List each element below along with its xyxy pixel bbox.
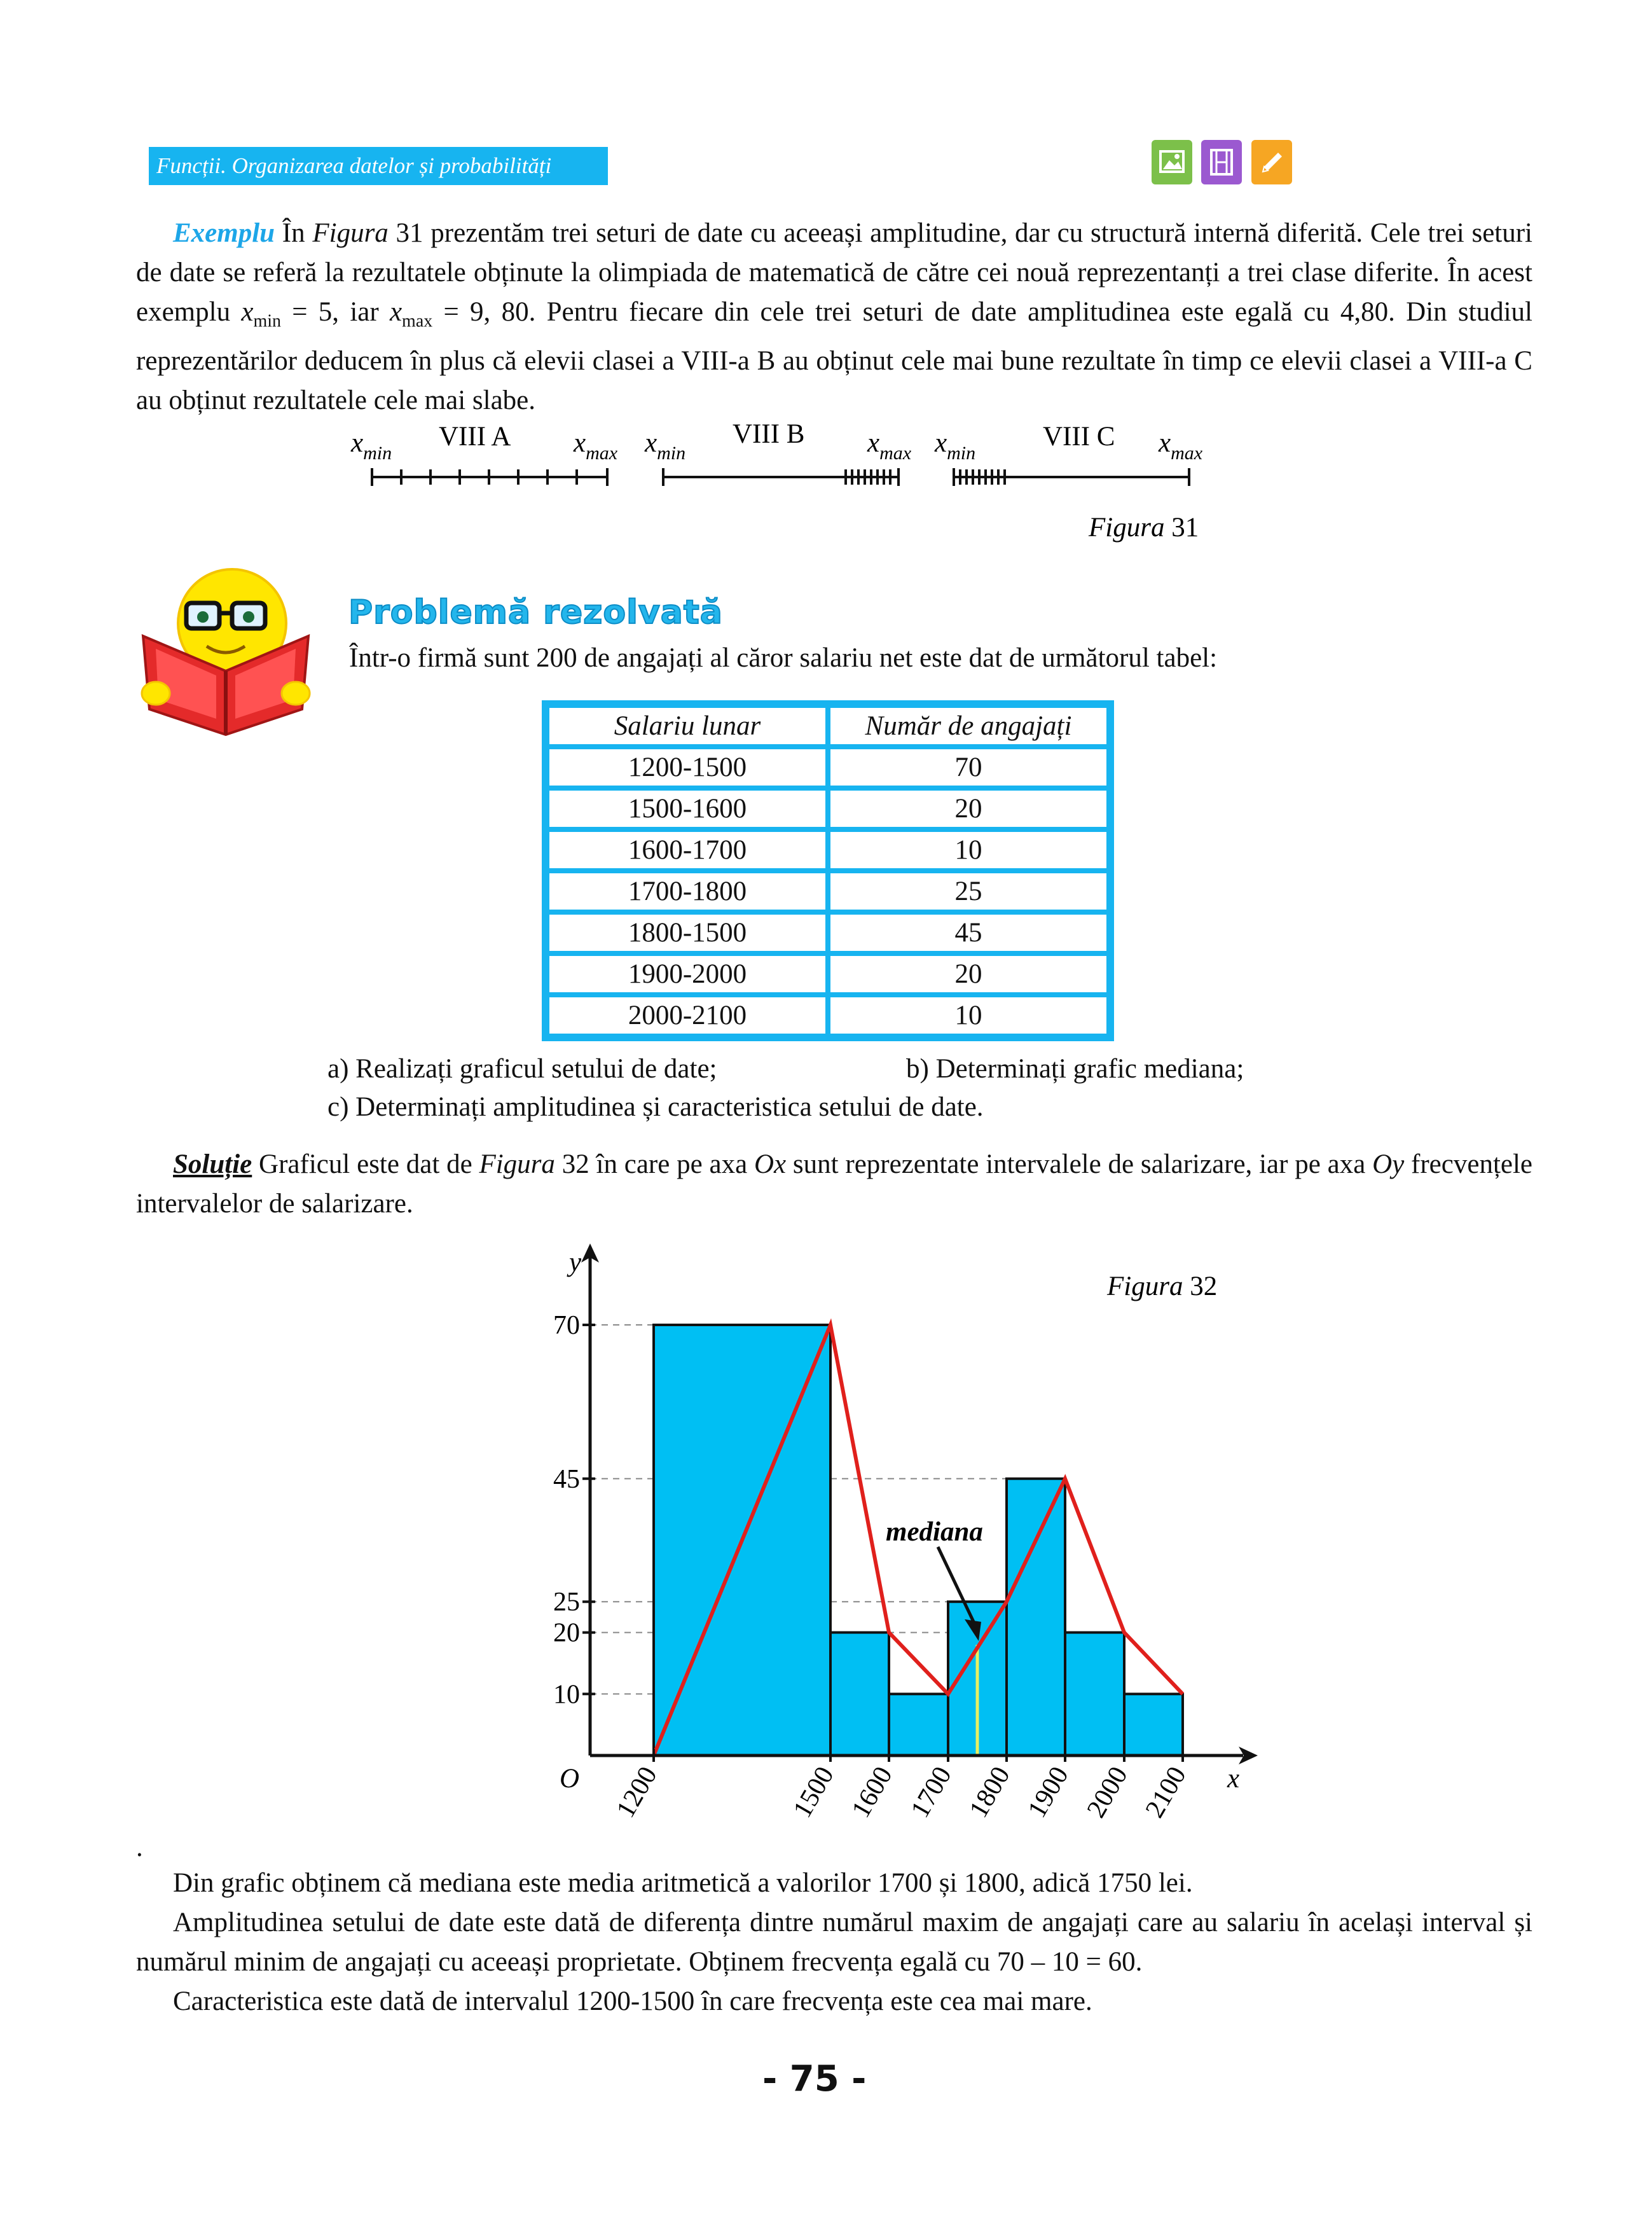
table-cell: 25 [828,871,1109,912]
xmax-label: $x_{max}$ [574,428,618,464]
conclusions [136,1864,1532,2021]
x-symbol: x [241,297,254,327]
axis-ref: Ox [754,1149,787,1179]
x-tick-label: 2000 [1081,1762,1134,1823]
table-cell: 2000-2100 [547,995,828,1036]
table-cell: 1700-1800 [547,871,828,912]
x-symbol: x [389,297,403,327]
text: Graficul este dat de [252,1149,479,1179]
table-cell: 10 [828,829,1109,871]
subscript-min: min [253,311,281,331]
x-tick-label: 1800 [963,1762,1016,1823]
median-label: mediana [886,1517,983,1547]
question-c: c) Determinați amplitudinea și caracteristica setului de date. [327,1092,984,1122]
table-cell: 45 [828,912,1109,953]
y-tick-label: 45 [553,1464,580,1494]
table-cell: 1500-1600 [547,788,828,829]
text: = 9, 80. Pentru fiecare din cele trei seturi de date amplitudinea este egală cu 4,80. Din studiul reprezentărilor deducem în plus că elevii clasei a VIII-a B au obținut cele mai bune rezultate în timp ce elevii clasei a VIII-a C au obținut rezultatele cele mai slabe. [136,297,1532,415]
subscript-max: max [402,311,433,331]
xmin-label: $x_{min}$ [351,428,392,464]
class-label-a: VIII A [439,422,511,452]
histogram-bar [1007,1479,1065,1755]
axis-ref: Oy [1372,1149,1405,1179]
y-tick-label: 20 [553,1618,580,1648]
histogram-bar [889,1694,948,1755]
figure-ref: Figura [479,1149,555,1179]
histogram-bar [830,1633,889,1755]
column-header: Salariu lunar [547,705,828,747]
conclusion-characteristic: Caracteristica este dată de intervalul 1200-1500 în care frecvența este cea mai mare. [173,1986,1092,2016]
text: 32 în care pe axa [554,1149,754,1179]
solution-label: Soluție [173,1149,252,1179]
question-b: b) Determinați grafic mediana; [906,1054,1244,1084]
table-cell: 1600-1700 [547,829,828,871]
origin-label: O [560,1764,580,1794]
table-cell: 10 [828,995,1109,1036]
histogram-bar [1124,1694,1183,1755]
table-cell: 1800-1500 [547,912,828,953]
table-cell: 70 [828,747,1109,788]
figure-ref: Figura [312,218,389,248]
x-tick-label: 2100 [1139,1762,1192,1823]
xmin-label: $x_{min}$ [645,428,686,464]
stray-dot: . [136,1832,143,1862]
column-header: Număr de angajați [828,705,1109,747]
text: 31 prezentăm trei seturi de date cu aceeași amplitudine, dar cu structură internă diferită. Cele trei seturi de date se referă la rezultatele obținute la olimpiada de matematică de către cei nouă reprezentanți a trei clase diferite. În acest exemplu [136,218,1532,327]
text: sunt reprezentate intervalele de salarizare, iar pe axa [786,1149,1373,1179]
text: frecvențele intervalelor de salarizare. [136,1149,1533,1219]
y-tick-label: 10 [553,1680,580,1710]
histogram-bar [1065,1633,1124,1755]
table-cell: 1900-2000 [547,953,828,995]
x-tick-label: 1700 [905,1762,958,1823]
y-axis-label: y [569,1247,582,1277]
x-tick-label: 1200 [610,1762,663,1823]
xmin-label: $x_{min}$ [935,428,976,464]
question-a: a) Realizați graficul setului de date; [327,1054,717,1084]
conclusion-median: Din grafic obținem că mediana este media aritmetică a valorilor 1700 și 1800, adică 1750 lei. [173,1868,1193,1898]
x-tick-label: 1600 [846,1762,898,1823]
table-cell: 20 [828,788,1109,829]
table-cell: 20 [828,953,1109,995]
table-cell: 1200-1500 [547,747,828,788]
page-number: - 75 - [762,2058,867,2100]
problem-intro: Într-o firmă sunt 200 de angajați al căror salariu net este dat de următorul tabel: [349,643,1218,673]
y-tick-label: 25 [553,1588,580,1617]
figure-31-caption: Figura 31 [1089,513,1199,543]
problem-title: Problemă rezolvată [348,593,723,632]
xmax-label: $x_{max}$ [867,428,912,464]
class-label-c: VIII C [1043,422,1115,452]
x-tick-label: 1500 [787,1762,840,1823]
text: = 5, iar [281,297,390,327]
text: În [275,218,313,248]
conclusion-amplitude: Amplitudinea setului de date este dată de diferența dintre numărul maxim de angajați care au salariu în același interval și numărul minim de angajați cu aceeași proprietate. Obținem frecvența egală cu 70 – 10 = 60. [136,1908,1532,1977]
example-label: Exemplu [173,218,275,248]
x-tick-label: 1900 [1022,1762,1075,1823]
figure-32-caption: Figura 32 [1107,1271,1218,1301]
chapter-title: Funcții. Organizarea datelor și probabilități [149,147,608,185]
y-tick-label: 70 [553,1311,580,1340]
class-label-b: VIII B [733,419,805,449]
x-axis-label: x [1227,1764,1240,1794]
xmax-label: $x_{max}$ [1159,428,1203,464]
